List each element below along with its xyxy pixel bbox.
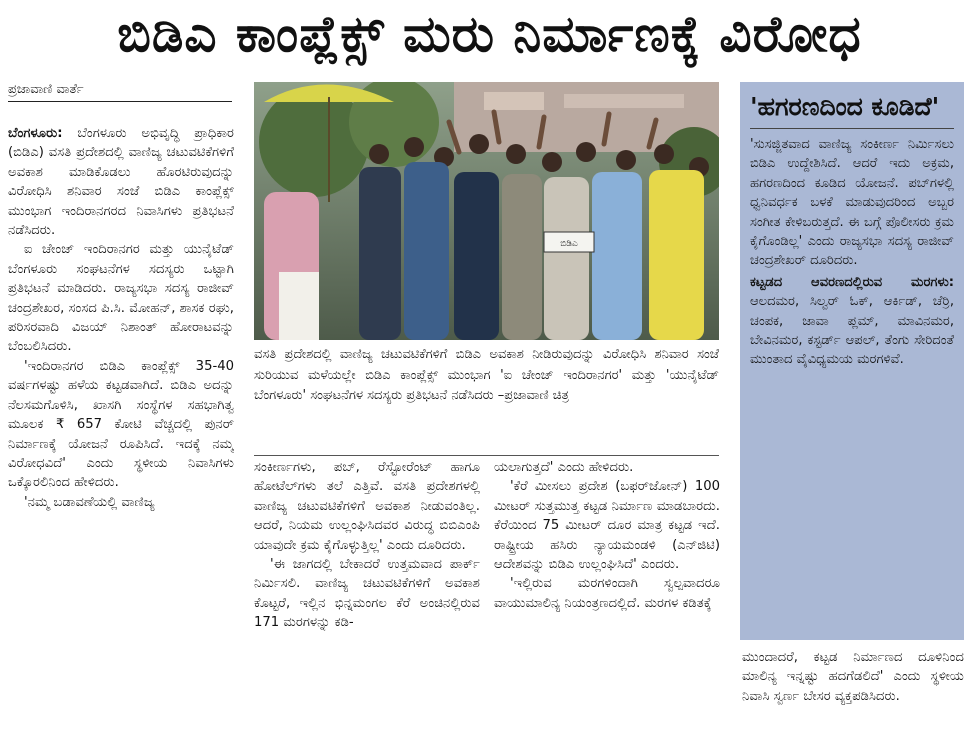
paragraph: ಸಂಕೀರ್ಣಗಳು, ಪಬ್, ರೆಸ್ಟೋರೆಂಟ್ ಹಾಗೂ ಹೋಟೆಲ್‌ಗಳು ತಲೆ ಎತ್ತಿವೆ. ವಸತಿ ಪ್ರದೇಶಗಳಲ್ಲಿ ವಾಣಿಜ್ಯ ಚಟುವಟಿಕೆಗಳಿಗೆ ಅವಕಾಶ ನೀಡುವಂತಿಲ್ಲ. ಆದರೆ, ನಿಯಮ ಉಲ್ಲಂಘಿಸಿದವರ ವಿರುದ್ಧ ಬಿಬಿಎಂಪಿ ಯಾವುದೇ ಕ್ರಮ ಕೈಗೊಳ್ಳುತ್ತಿಲ್ಲ' ಎಂದು ದೂರಿದರು.: [254, 460, 480, 553]
man-in-yellow: [649, 170, 704, 340]
paragraph: ಯಲಾಗುತ್ತದೆ' ಎಂದು ಹೇಳಿದರು.: [494, 460, 634, 475]
headline: ಬಿಡಿಎ ಕಾಂಪ್ಲೆಕ್ಸ್ ಮರು ನಿರ್ಮಾಣಕ್ಕೆ ವಿರೋಧ: [117, 5, 862, 63]
caption-divider: [254, 455, 719, 456]
article-column-1: [8, 124, 234, 749]
sidebar-box: [740, 82, 964, 640]
paragraph: 'ಈ ಜಾಗದಲ್ಲಿ ಬೇಕಾದರೆ ಉತ್ತಮವಾದ ಪಾರ್ಕ್ ನಿರ್ಮಿಸಲಿ. ವಾಣಿಜ್ಯ ಚಟುವಟಿಕೆಗಳಿಗೆ ಅವಕಾಶ ಕೊಟ್ಟರೆ, ಇಲ್ಲಿನ ಭಿನ್ನಮಂಗಲ ಕೆರೆ ಅಂಚಿನಲ್ಲಿರುವ 171 ಮರಗಳನ್ನು ಕಡಿ-: [254, 557, 480, 631]
paragraph: 'ಕೆರೆ ಮೀಸಲು ಪ್ರದೇಶ (ಬಫರ್‌ಜೋನ್) 100 ಮೀಟರ್ ಸುತ್ತಮುತ್ತ ಕಟ್ಟಡ ನಿರ್ಮಾಣ ಮಾಡಬಾರದು. ಕೆರೆಯಿಂದ 75 ಮೀಟರ್ ದೂರ ಮಾತ್ರ ಕಟ್ಟಡ ಇದೆ. ರಾಷ್ಟ್ರೀಯ ಹಸಿರು ನ್ಯಾಯಮಂಡಳಿ (ಎನ್‌ಜಿಟಿ) ಆದೇಶವನ್ನು ಬಿಡಿಎ ಉಲ್ಲಂಘಿಸಿದೆ' ಎಂದರು.: [494, 479, 720, 573]
paragraph: 'ಇಲ್ಲಿರುವ ಮರಗಳಿಂದಾಗಿ ಸ್ವಲ್ಪವಾದರೂ ವಾಯುಮಾಲಿನ್ಯ ನಿಯಂತ್ರಣದಲ್ಲಿದೆ. ಮರಗಳ ಕಡಿತಕ್ಕೆ: [494, 576, 720, 611]
article-column-3: [494, 458, 720, 749]
protest-photo: [254, 82, 719, 340]
article-column-4: [742, 648, 964, 748]
sidebar-title: 'ಹಗರಣದಿಂದ ಕೂಡಿದೆ': [750, 92, 940, 121]
paragraph: ಐ ಚೇಂಜ್ ಇಂದಿರಾನಗರ ಮತ್ತು ಯುನೈಟೆಡ್ ಬೆಂಗಳೂರು ಸಂಘಟನೆಗಳ ಸದಸ್ಯರು ಒಟ್ಟಾಗಿ ಪ್ರತಿಭಟನೆ ಮಾಡಿದರು. ರಾಜ್ಯಸಭಾ ಸದಸ್ಯ ರಾಜೀವ್ ಚಂದ್ರಶೇಖರ, ಸಂಸದ ಪಿ.ಸಿ. ಮೋಹನ್, ಶಾಸಕ ರಘು, ಪರಿಸರವಾದಿ ವಿಜಯ್ ನಿಶಾಂತ್ ಹೋರಾಟವನ್ನು ಬೆಂಬಲಿಸಿದರು.: [8, 242, 234, 355]
article-column-2: [254, 458, 480, 749]
paragraph: ಮುಂದಾದರೆ, ಕಟ್ಟಡ ನಿರ್ಮಾಣದ ದೂಳಿನಿಂದ ಮಾಲಿನ್ಯ ಇನ್ನಷ್ಟು ಹದಗೆಡಲಿದೆ' ಎಂದು ಸ್ಥಳೀಯ ನಿವಾಸಿ ಸ್ವರ್ಣ ಬೇಸರ ವ್ಯಕ್ತಪಡಿಸಿದರು.: [742, 650, 964, 704]
sidebar-divider: [750, 128, 954, 129]
tree-foliage: [259, 87, 369, 197]
photo-caption: ವಸತಿ ಪ್ರದೇಶದಲ್ಲಿ ವಾಣಿಜ್ಯ ಚಟುವಟಿಕೆಗಳಿಗೆ ಬಿಡಿಎ ಅವಕಾಶ ನೀಡಿರುವುದನ್ನು ವಿರೋಧಿಸಿ ಶನಿವಾರ ಸಂಜೆ ಸುರಿಯುವ ಮಳೆಯಲ್ಲೇ ಬಿಡಿಎ ಕಾಂಪ್ಲೆಕ್ಸ್ ಮುಂಭಾಗ 'ಐ ಚೇಂಜ್ ಇಂದಿರಾನಗರ' ಮತ್ತು 'ಯುನೈಟೆಡ್ ಬೆಂಗಳೂರು' ಸಂಘಟನೆಗಳ ಸದಸ್ಯರು ಪ್ರತಿಭಟನೆ ನಡೆಸಿದರು –ಪ್ರಜಾವಾಣಿ ಚಿತ್ರ: [254, 347, 719, 403]
placard-text: ಬಿಡಿಎ: [560, 239, 578, 249]
sidebar-trees-paragraph: [750, 273, 954, 370]
dateline: ಬೆಂಗಳೂರು:: [8, 126, 63, 141]
byline: ಪ್ರಜಾವಾಣಿ ವಾರ್ತೆ: [8, 79, 232, 102]
protest-photo-illustration: [254, 82, 719, 340]
paragraph: 'ಇಂದಿರಾನಗರ ಬಿಡಿಎ ಕಾಂಪ್ಲೆಕ್ಸ್ 35-40 ವರ್ಷಗಳಷ್ಟು ಹಳೆಯ ಕಟ್ಟಡವಾಗಿದೆ. ಬಿಡಿಎ ಅದನ್ನು ನೆಲಸಮಗೊಳಿಸಿ, ಖಾಸಗಿ ಸಂಸ್ಥೆಗಳ ಸಹಭಾಗಿತ್ವ ಮೂಲಕ ₹ 657 ಕೋಟಿ ವೆಚ್ಚದಲ್ಲಿ ಪುನರ್ ನಿರ್ಮಾಣಕ್ಕೆ ಯೋಜನೆ ರೂಪಿಸಿದೆ. ಇದಕ್ಕೆ ನಮ್ಮ ವಿರೋಧವಿದೆ' ಎಂದು ಸ್ಥಳೀಯ ನಿವಾಸಿಗಳು ಒಕ್ಕೊರಲಿನಿಂದ ಹೇಳಿದರು.: [8, 358, 234, 491]
trees-list: ಆಲದಮರ, ಸಿಲ್ವರ್ ಓಕ್, ಆರ್ಕಿಡ್, ಚೆರ್ರಿ, ಚಂಪಕ, ಜಾವಾ ಪ್ಲಮ್, ಮಾವಿನಮರ, ಬೇವಿನಮರ, ಕಸ್ಟರ್ಡ್ ಆಪಲ್, ತೆಂಗು ಸೇರಿದಂತೆ ಮುಂತಾದ ವೈವಿಧ್ಯಮಯ ಮರಗಳಿವೆ.: [750, 294, 954, 368]
paragraph: 'ನಮ್ಮ ಬಡಾವಣೆಯಲ್ಲಿ ವಾಣಿಜ್ಯ: [24, 494, 155, 510]
paragraph: ಬೆಂಗಳೂರು: ಬೆಂಗಳೂರು ಅಭಿವೃದ್ಧಿ ಪ್ರಾಧಿಕಾರ (ಬಿಡಿಎ) ವಸತಿ ಪ್ರದೇಶದಲ್ಲಿ ವಾಣಿಜ್ಯ ಚಟುವಟಿಕೆಗಳಿಗೆ ಅವಕಾಶ ಮಾಡಿಕೊಡಲು ಹೊರಟಿರುವುದನ್ನು ವಿರೋಧಿಸಿ ಶನಿವಾರ ಸಂಜೆ ಬಿಡಿಎ ಕಾಂಪ್ಲೆಕ್ಸ್ ಮುಂಭಾಗ ಇಂದಿರಾನಗರದ ನಿವಾಸಿಗಳು ಪ್ರತಿಭಟನೆ ನಡೆಸಿದರು.: [8, 126, 234, 239]
trees-label: ಕಟ್ಟಡದ ಆವರಣದಲ್ಲಿರುವ ಮರಗಳು:: [750, 274, 954, 290]
sidebar-paragraph: 'ಸುಸಜ್ಜಿತವಾದ ವಾಣಿಜ್ಯ ಸಂಕೀರ್ಣ ನಿರ್ಮಿಸಲು ಬಿಡಿಎ ಉದ್ದೇಶಿಸಿದೆ. ಆದರೆ ಇದು ಅಕ್ರಮ, ಹಗರಣದಿಂದ ಕೂಡಿದ ಯೋಜನೆ. ಪಬ್‌ಗಳಲ್ಲಿ ಧ್ವನಿವರ್ಧಕ ಬಳಕೆ ಮಾಡುವುದರಿಂದ ಅಬ್ಬರ ಸಂಗೀತ ಕೇಳಿಬರುತ್ತದೆ. ಈ ಬಗ್ಗೆ ಪೊಲೀಸರು ಕ್ರಮ ಕೈಗೊಂಡಿಲ್ಲ' ಎಂದು ರಾಜ್ಯಸಭಾ ಸದಸ್ಯ ರಾಜೀವ್ ಚಂದ್ರಶೇಖರ್ ದೂರಿದರು.: [750, 137, 954, 269]
